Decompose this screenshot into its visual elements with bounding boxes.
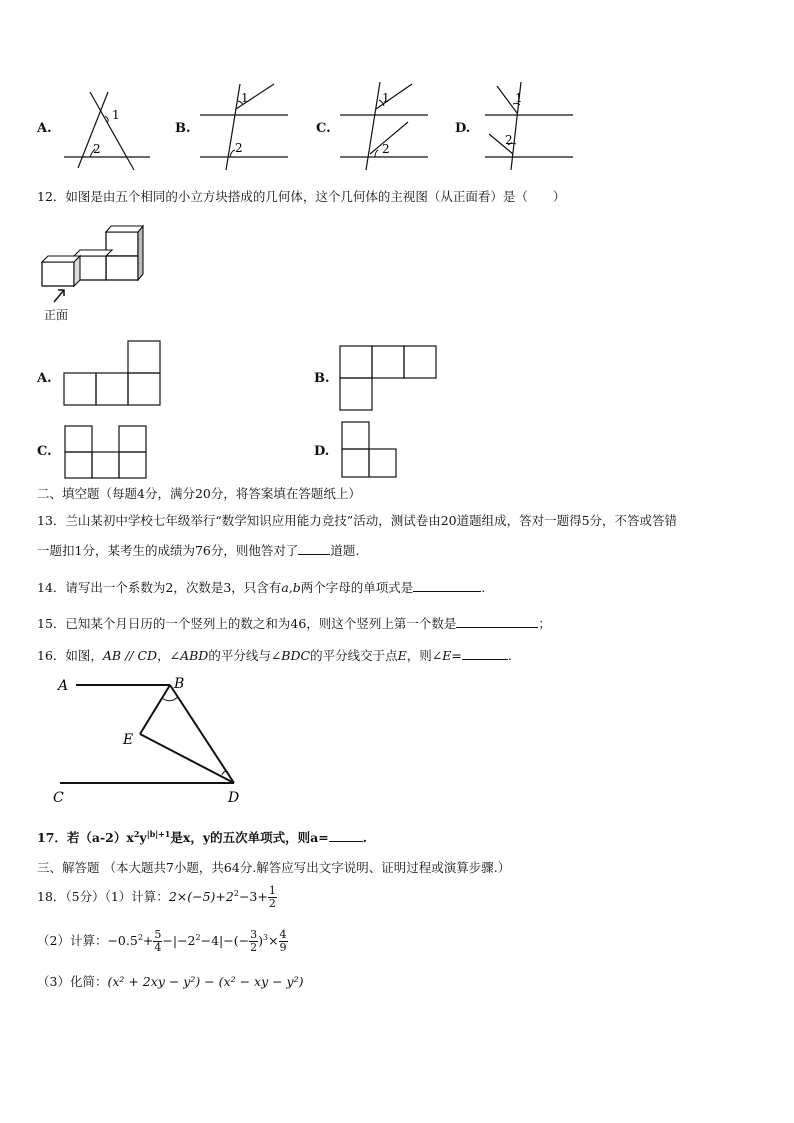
q12-text: 12．如图是由五个相同的小立方块搭成的几何体，这个几何体的主视图（从正面看）是（ ） — [37, 189, 566, 204]
q16-text-c: 的平分线与∠ — [208, 648, 282, 663]
q11-b-angle-1: 1 — [241, 91, 249, 105]
q17-end: . — [362, 830, 368, 845]
q18-part-1-expr: 2×(−5)+2 — [168, 889, 234, 905]
q14-text-b: 两个字母的单项式是 — [300, 580, 414, 595]
q11-d-angle-2: 2 — [505, 133, 513, 147]
q17-answer-blank[interactable] — [329, 829, 363, 842]
q11-figure-c — [338, 78, 438, 173]
q18-part-1-rest: −3+ — [238, 889, 268, 905]
q12-option-c-label: C. — [37, 444, 52, 459]
q12-option-b-label: B. — [314, 371, 330, 386]
q15-end: ； — [538, 616, 551, 631]
q16-line — [37, 646, 512, 664]
q17-line — [37, 828, 367, 846]
q16-figure — [50, 672, 260, 808]
q16-label-d: D — [228, 790, 240, 806]
q18-part-3-label: （3）化简： — [37, 974, 108, 989]
q14-line — [37, 578, 485, 596]
section-2-heading: 二、填空题（每题4分，满分20分，将答案填在答题纸上） — [37, 486, 361, 501]
q17-y-exponent: |b|+1 — [146, 828, 171, 839]
q12-option-a-label: A. — [37, 371, 52, 386]
q18-part-2-fraction-3: $\frac{4}{9}$ — [279, 928, 287, 955]
q11-option-c-label: C. — [316, 121, 331, 136]
q13-answer-blank[interactable] — [298, 542, 330, 555]
q16-point-e: E — [397, 648, 407, 663]
q18-part-1-label: 18．（5分）（1）计算： — [37, 889, 169, 905]
q12-front-label: 正面 — [44, 308, 69, 322]
q11-a-angle-2: 2 — [93, 142, 101, 156]
q13-text-a: 一题扣1分，某考生的成绩为76分，则他答对了 — [37, 543, 299, 558]
q15-line — [37, 614, 551, 632]
q18-part-1-fraction: $\frac{1}{2}$ — [268, 884, 276, 911]
q18-part-2-label: （2）计算： — [37, 933, 108, 949]
q18-part-1 — [37, 880, 277, 911]
q16-text-f: ，则∠ — [406, 648, 443, 663]
q11-d-angle-1: 1 — [515, 91, 523, 105]
q18-part-2: （2）计算：$-0.5^2+$ $\frac{5}{4}$ $-|-2^2-4|-(-$ $\frac{3}{2}$ )$^3$× $\frac{4}{9}$ — [37, 928, 287, 955]
q12-figure-b — [339, 345, 441, 411]
q13-text-b: 道题. — [330, 543, 360, 558]
q16-text-d: 的平分线交于点 — [310, 648, 398, 663]
q14-vars: a,b — [281, 580, 301, 595]
q16-label-e: E — [123, 732, 134, 748]
q12-figure-c — [64, 425, 148, 481]
q11-figure-d — [483, 78, 583, 173]
q11-option-a-label: A. — [37, 121, 52, 136]
q16-answer-blank[interactable] — [462, 647, 508, 660]
q17-text-c: 是x，y的五次单项式，则a= — [170, 830, 329, 845]
q16-angle-bdc: BDC — [281, 648, 311, 663]
q11-option-b-label: B. — [175, 121, 191, 136]
q12-cube-figure — [38, 222, 148, 304]
q17-x-exponent: 2 — [133, 828, 140, 839]
q11-b-angle-2: 2 — [235, 141, 243, 155]
q17-text-a: 17．若（a-2）x — [37, 830, 134, 845]
q13-line-1: 13．兰山某初中学校七年级举行“数学知识应用能力竞技”活动，测试卷由20道题组成，答对一题得5分，不答或答错 — [37, 513, 678, 528]
q18-part-3 — [37, 972, 304, 990]
q16-label-c: C — [53, 790, 64, 806]
q11-a-angle-1: 1 — [112, 108, 120, 122]
q12-option-d-label: D. — [314, 444, 330, 459]
q16-label-a: A — [58, 678, 69, 694]
q14-end: . — [481, 580, 486, 595]
q16-text-b: ，∠ — [157, 648, 181, 663]
q15-text: 15．已知某个月日历的一个竖列上的数之和为46，则这个竖列上第一个数是 — [37, 616, 457, 631]
q13-line-2 — [37, 541, 359, 559]
q16-condition: AB // CD — [102, 648, 158, 663]
q11-c-angle-1: 1 — [382, 91, 390, 105]
q16-equals: = — [451, 648, 462, 663]
section-3-heading: 三、解答题 （本大题共7小题，共64分.解答应写出文字说明、证明过程或演算步骤.） — [37, 860, 511, 875]
q11-c-angle-2: 2 — [382, 142, 390, 156]
q12-figure-d — [340, 421, 400, 479]
q16-label-b: B — [174, 676, 185, 692]
q16-angle-abd: ABD — [180, 648, 209, 663]
q18-part-2-fraction-1: $\frac{5}{4}$ — [154, 928, 162, 955]
q17-text-b: y — [139, 830, 147, 845]
q14-answer-blank[interactable] — [413, 579, 481, 592]
q11-option-d-label: D. — [455, 121, 471, 136]
q16-end: . — [507, 648, 512, 663]
q14-text-a: 14．请写出一个系数为2，次数是3，只含有 — [37, 580, 282, 595]
q18-part-2-fraction-2: $\frac{3}{2}$ — [250, 928, 258, 955]
q11-figure-b — [198, 78, 298, 173]
q16-text-a: 16．如图， — [37, 648, 103, 663]
q18-part-3-expr: (x² + 2xy − y²) − (x² − xy − y²) — [107, 974, 304, 989]
q15-answer-blank[interactable] — [456, 615, 538, 628]
q18-part-1-exponent: 2 — [233, 889, 239, 898]
q12-figure-a — [62, 340, 162, 410]
q11-figure-a — [62, 88, 162, 173]
q16-angle-e: E — [442, 648, 452, 663]
